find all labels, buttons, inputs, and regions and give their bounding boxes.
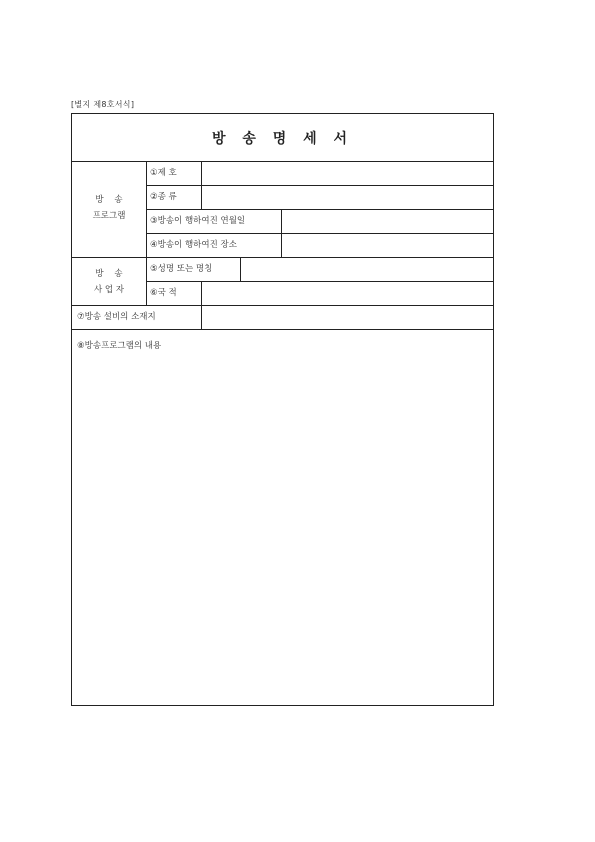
form-title: 방 송 명 세 서 (72, 114, 493, 162)
label-broadcast-date: ③방송이 행하여진 연월일 (150, 216, 246, 226)
broadcast-statement-form (71, 113, 494, 706)
broadcast-date-field[interactable] (283, 211, 492, 232)
form-reference: [별지 제8호서식] (71, 100, 135, 109)
column-divider (201, 305, 202, 329)
program-type-field[interactable] (203, 187, 492, 208)
broadcast-place-field[interactable] (283, 235, 492, 256)
row-divider (146, 185, 493, 186)
row-divider (146, 209, 493, 210)
program-content-field[interactable] (72, 330, 493, 705)
label-nationality: ⑥국 적 (150, 288, 177, 298)
label-program-title: ①제 호 (150, 168, 177, 178)
equipment-location-field[interactable] (203, 307, 492, 328)
program-title-field[interactable] (203, 163, 492, 184)
nationality-field[interactable] (203, 283, 492, 304)
broadcaster-name-field[interactable] (242, 259, 492, 280)
column-divider (281, 209, 282, 257)
row-divider (72, 257, 493, 258)
column-divider (201, 281, 202, 305)
column-divider (146, 161, 147, 305)
group-label-program: 방 송 프로그램 (92, 195, 126, 222)
column-divider (201, 161, 202, 209)
row-divider (146, 281, 493, 282)
label-equipment-location: ⑦방송 설비의 소재지 (77, 312, 156, 322)
row-divider (146, 233, 493, 234)
label-broadcaster-name: ⑤성명 또는 명칭 (150, 264, 213, 274)
label-program-content: ⑧방송프로그램의 내용 (77, 341, 162, 351)
row-divider (72, 305, 493, 306)
label-program-type: ②종 류 (150, 192, 177, 202)
group-label-broadcaster: 방 송 사 업 자 (93, 269, 125, 296)
label-broadcast-place: ④방송이 행하여진 장소 (150, 240, 237, 250)
column-divider (240, 257, 241, 281)
